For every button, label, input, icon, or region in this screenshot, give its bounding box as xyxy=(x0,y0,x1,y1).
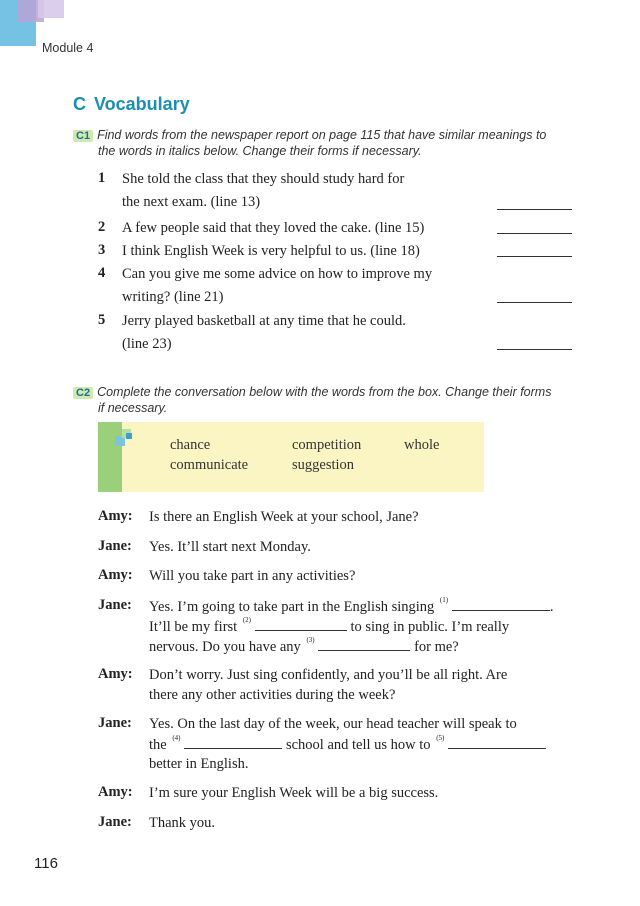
module-label: Module 4 xyxy=(42,41,94,55)
dialogue-line: Yes. On the last day of the week, our head teacher will speak to xyxy=(149,716,517,732)
page-number: 116 xyxy=(34,855,58,872)
dialogue-line: Thank you. xyxy=(149,815,216,831)
question-number: 2 xyxy=(98,219,106,235)
blank-3[interactable]: (3) xyxy=(318,636,410,651)
c1-instruction-line1: Find words from the newspaper report on page 115 that have similar meanings to xyxy=(97,128,547,142)
section-letter: C xyxy=(73,94,86,114)
dialogue-line: there any other activities during the week? xyxy=(149,687,396,703)
c1-instruction xyxy=(73,126,573,144)
box-word: competition xyxy=(292,437,362,453)
dialogue-line: I’m sure your English Week will be a big success. xyxy=(149,785,439,801)
speaker-amy: Amy: xyxy=(98,784,133,800)
word-box xyxy=(98,422,484,492)
blank-4[interactable]: (4) xyxy=(184,734,282,749)
speaker-amy: Amy: xyxy=(98,666,133,682)
word-box-decoration xyxy=(126,433,132,439)
question-number: 3 xyxy=(98,242,106,258)
word-box-accent xyxy=(98,422,122,492)
dialogue-line: better in English. xyxy=(149,756,249,772)
answer-blank[interactable] xyxy=(497,208,572,210)
speaker-jane: Jane: xyxy=(98,597,132,613)
dialogue-line: Will you take part in any activities? xyxy=(149,568,356,584)
question-text: Can you give me some advice on how to improve my xyxy=(122,266,433,282)
question-text: the next exam. (line 13) xyxy=(122,194,261,210)
speaker-amy: Amy: xyxy=(98,508,133,524)
question-text: I think English Week is very helpful to us. (line 18) xyxy=(122,243,420,259)
section-title-text: Vocabulary xyxy=(94,94,190,114)
c2-instruction-line2: if necessary. xyxy=(98,401,168,415)
c1-instruction-line2: the words in italics below. Change their forms if necessary. xyxy=(98,144,422,158)
speaker-amy: Amy: xyxy=(98,567,133,583)
speaker-jane: Jane: xyxy=(98,715,132,731)
box-word: chance xyxy=(170,437,211,453)
dialogue-line: the (4) school and tell us how to (5) xyxy=(149,734,546,755)
answer-blank[interactable] xyxy=(497,301,572,303)
box-word: whole xyxy=(404,437,440,453)
blank-2[interactable]: (2) xyxy=(255,616,347,631)
dialogue-line: Don’t worry. Just sing confidently, and you’ll be all right. Are xyxy=(149,667,508,683)
dialogue-line: Is there an English Week at your school, Jane? xyxy=(149,509,419,525)
speaker-jane: Jane: xyxy=(98,538,132,554)
question-number: 1 xyxy=(98,170,106,186)
corner-decoration xyxy=(38,0,64,18)
dialogue-line: It’ll be my first (2) to sing in public. I’m really xyxy=(149,616,510,635)
answer-blank[interactable] xyxy=(497,232,572,234)
blank-1[interactable]: (1) xyxy=(452,596,550,611)
question-number: 4 xyxy=(98,265,106,281)
answer-blank[interactable] xyxy=(497,255,572,257)
answer-blank[interactable] xyxy=(497,348,572,350)
c1-badge: C1 xyxy=(73,130,93,142)
question-number: 5 xyxy=(98,312,106,328)
dialogue-line: Yes. It’ll start next Monday. xyxy=(149,539,311,555)
box-word: suggestion xyxy=(292,457,355,473)
c2-instruction-line1: Complete the conversation below with the words from the box. Change their forms xyxy=(97,385,552,399)
question-text: She told the class that they should study hard for xyxy=(122,171,405,187)
question-text: writing? (line 21) xyxy=(122,289,224,305)
c2-badge: C2 xyxy=(73,387,93,399)
question-text: Jerry played basketball at any time that he could. xyxy=(122,313,406,329)
question-text: A few people said that they loved the cake. (line 15) xyxy=(122,220,425,236)
question-text: (line 23) xyxy=(122,336,172,352)
speaker-jane: Jane: xyxy=(98,814,132,830)
blank-5[interactable]: (5) xyxy=(448,734,546,749)
section-title xyxy=(73,94,190,115)
c2-instruction xyxy=(73,383,593,401)
dialogue-line: nervous. Do you have any (3) for me? xyxy=(149,636,459,655)
box-word: communicate xyxy=(170,457,249,473)
dialogue-line: Yes. I’m going to take part in the English singing (1) . xyxy=(149,596,554,615)
